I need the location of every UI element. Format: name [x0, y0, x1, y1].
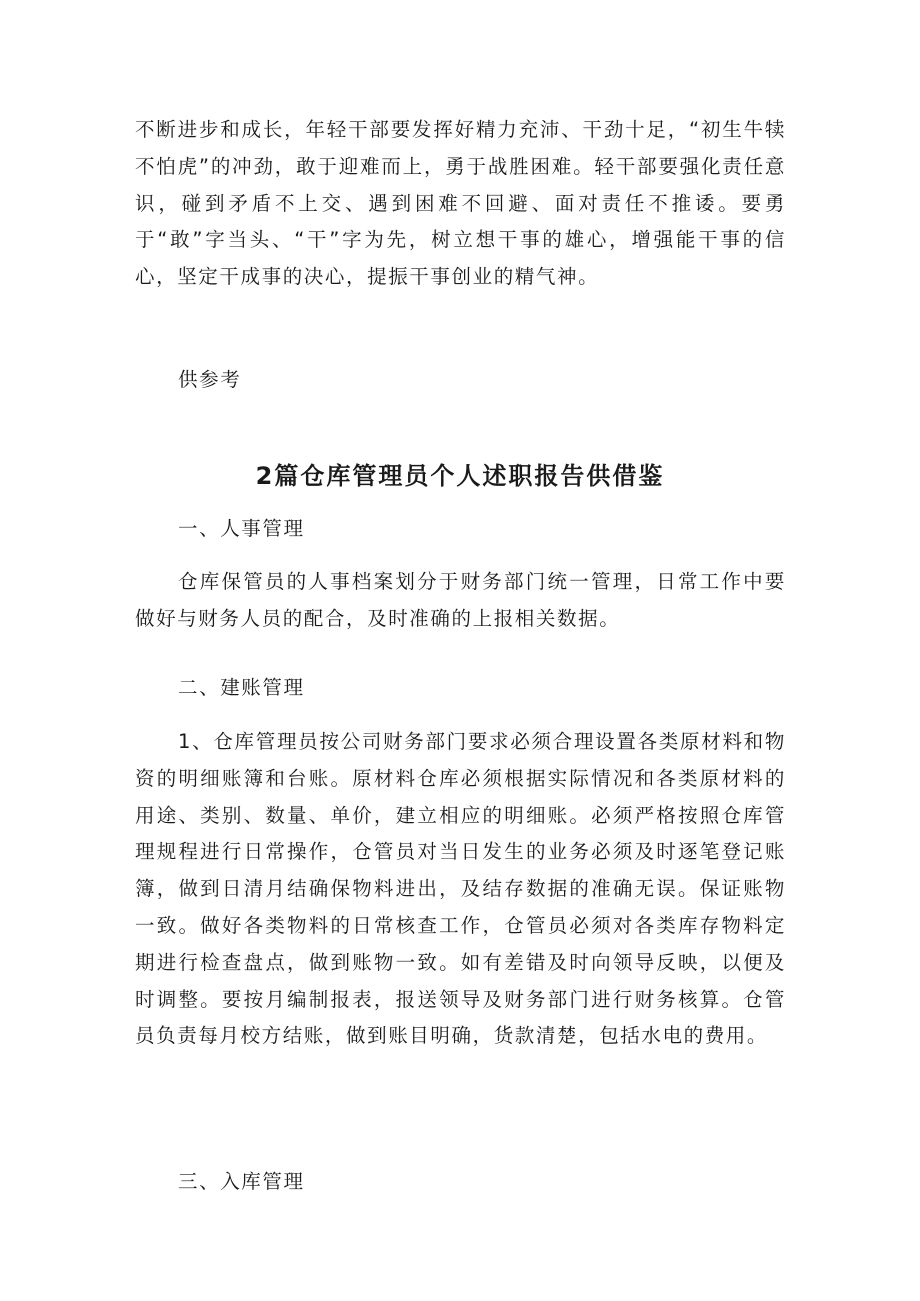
section-paragraph-personnel: 仓库保管员的人事档案划分于财务部门统一管理，日常工作中要做好与财务人员的配合，及时准确的上报相关数据。: [135, 570, 786, 630]
section-heading-accounts: 二、建账管理: [178, 676, 305, 699]
intro-paragraph: 不断进步和成长，年轻干部要发挥好精力充沛、干劲十足，“初生牛犊不怕虎”的冲劲，敢于迎难而上，勇于战胜困难。轻干部要强化责任意识，碰到矛盾不上交、遇到困难不回避、面对责任不推诿。要勇于“敢”字当头、“干”字为先，树立想干事的雄心，增强能干事的信心，坚定干成事的决心，提振干事创业的精气神。: [135, 118, 786, 289]
section-heading-inbound: 三、入库管理: [178, 1170, 305, 1193]
section-heading-personnel: 一、人事管理: [178, 517, 305, 540]
section-paragraph-accounts: 1、仓库管理员按公司财务部门要求必须合理设置各类原材料和物资的明细账簿和台账。原材料仓库必须根据实际情况和各类原材料的用途、类别、数量、单价，建立相应的明细账。必须严格按照仓库管理规程进行日常操作，仓管员对当日发生的业务必须及时逐笔登记账簿，做到日清月结确保物料进出，及结存数据的准确无误。保证账物一致。做好各类物料的日常核查工作，仓管员必须对各类库存物料定期进行检查盘点，做到账物一致。如有差错及时向领导反映，以便及时调整。要按月编制报表，报送领导及财务部门进行财务核算。仓管员负责每月校方结账，做到账目明确，货款清楚，包括水电的费用。: [135, 730, 786, 1048]
document-title: 2篇仓库管理员个人述职报告供借鉴: [255, 462, 665, 490]
for-reference-note: 供参考: [178, 368, 242, 391]
